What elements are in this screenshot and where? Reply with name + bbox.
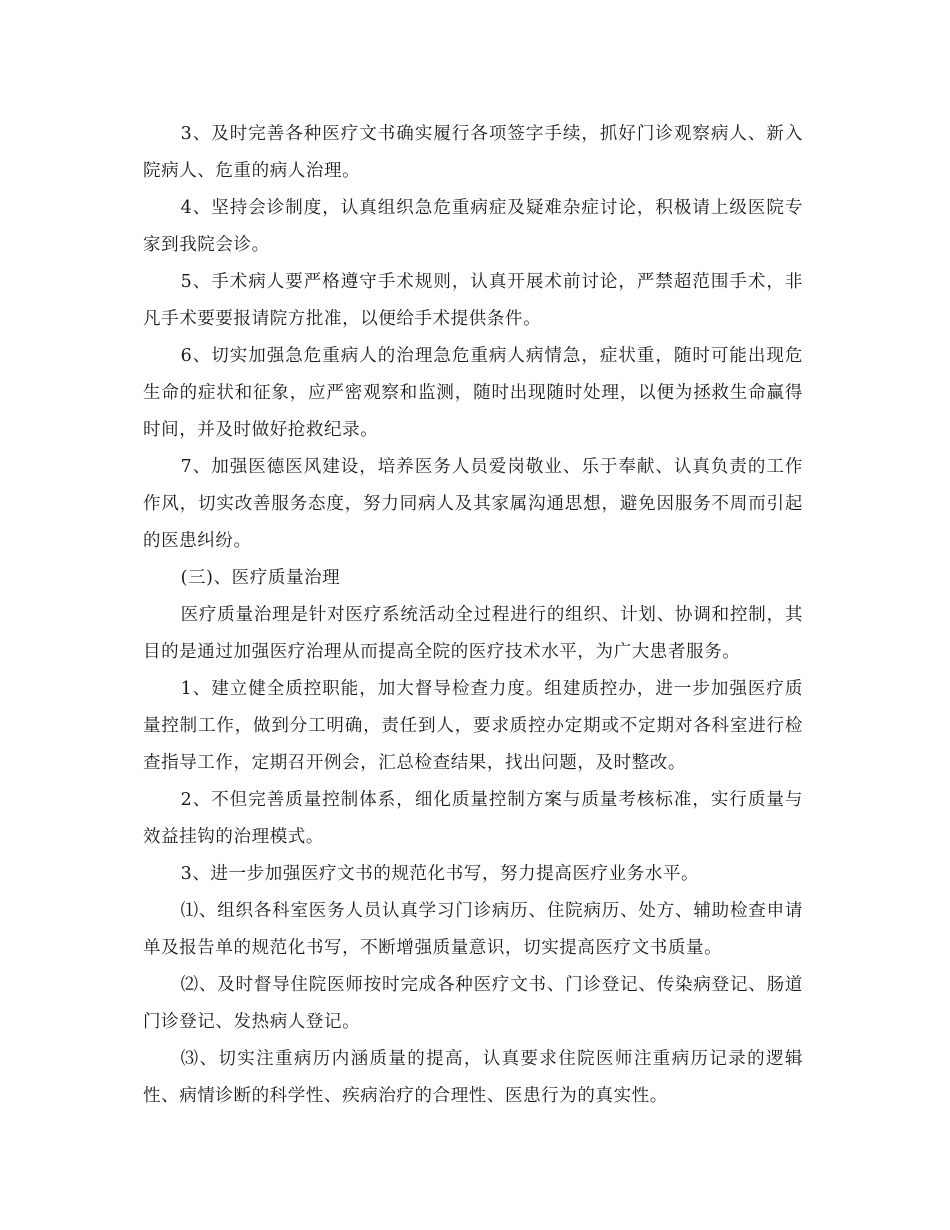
paragraph-quality-2: 2、不但完善质量控制体系，细化质量控制方案与质量考核标准，实行质量与效益挂钩的治理模式。 [143,790,803,847]
paragraph-item-7-ethics: 7、加强医德医风建设，培养医务人员爱岗敬业、乐于奉献、认真负责的工作作风，切实改善服务态度，努力同病人及其家属沟通思想，避免因服务不周而引起的医患纠纷。 [143,457,803,551]
paragraph-sub-1: ⑴、组织各科室医务人员认真学习门诊病历、住院病历、处方、辅助检查申请单及报告单的规范化书写，不断增强质量意识，切实提高医疗文书质量。 [143,901,803,958]
paragraph-quality-intro: 医疗质量治理是针对医疗系统活动全过程进行的组织、计划、协调和控制，其目的是通过加强医疗治理从而提高全院的医疗技术水平，为广大患者服务。 [143,605,803,662]
paragraph-item-5-surgery: 5、手术病人要严格遵守手术规则，认真开展术前讨论，严禁超范围手术，非凡手术要要报请院方批准，以便给手术提供条件。 [143,272,803,329]
paragraph-item-6-critical-care: 6、切实加强急危重病人的治理急危重病人病情急，症状重，随时可能出现危生命的症状和征象，应严密观察和监测，随时出现随时处理，以便为拯救生命赢得时间，并及时做好抢救纪录。 [143,346,803,440]
paragraph-sub-3: ⑶、切实注重病历内涵质量的提高，认真要求住院医师注重病历记录的逻辑性、病情诊断的科学性、疾病治疗的合理性、医患行为的真实性。 [143,1049,803,1106]
paragraph-item-3-records: 3、及时完善各种医疗文书确实履行各项签字手续，抓好门诊观察病人、新入院病人、危重的病人治理。 [143,124,803,181]
paragraph-quality-1: 1、建立健全质控职能，加大督导检查力度。组建质控办，进一步加强医疗质量控制工作，做到分工明确，责任到人，要求质控办定期或不定期对各科室进行检查指导工作，定期召开例会，汇总检查结果，找出问题，及时整改。 [143,679,803,773]
paragraph-quality-3: 3、进一步加强医疗文书的规范化书写，努力提高医疗业务水平。 [180,864,700,884]
document-body [143,116,803,1115]
paragraph-item-4-consultation: 4、坚持会诊制度，认真组织急危重病症及疑难杂症讨论，积极请上级医院专家到我院会诊。 [143,198,803,255]
section-heading-quality: (三)、医疗质量治理 [180,568,341,588]
paragraph-sub-2: ⑵、及时督导住院医师按时完成各种医疗文书、门诊登记、传染病登记、肠道门诊登记、发热病人登记。 [143,975,803,1032]
